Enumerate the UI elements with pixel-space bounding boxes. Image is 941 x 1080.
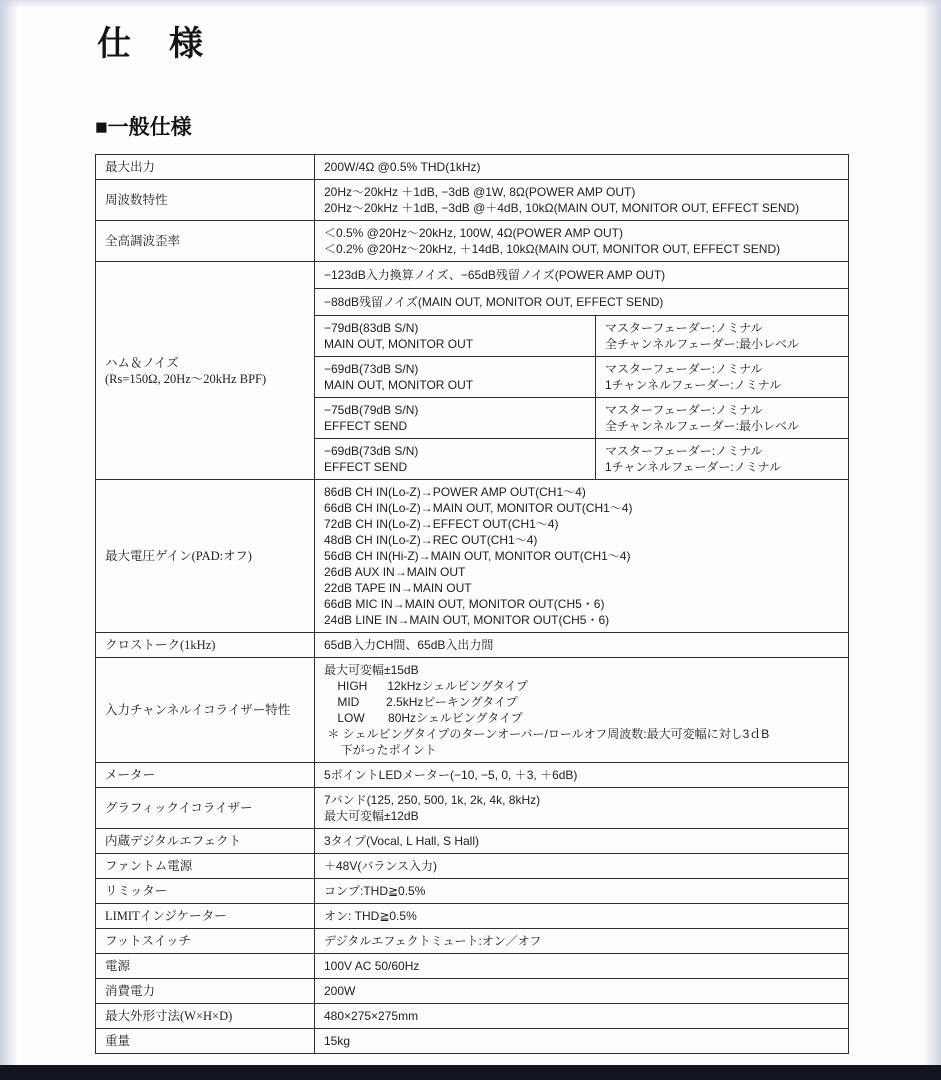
spec-row xyxy=(96,155,848,179)
spec-label-line: ファントム電源 xyxy=(105,859,193,873)
spec-label-cell xyxy=(96,658,315,762)
spec-row xyxy=(96,787,848,828)
spec-subrow xyxy=(315,356,848,397)
spec-value-line: 20Hz〜20kHz ＋1dB, −3dB @1W, 8Ω(POWER AMP OUT) xyxy=(324,185,636,199)
spec-value-cell xyxy=(315,155,848,179)
spec-label-cell xyxy=(96,633,315,657)
spec-row xyxy=(96,479,848,632)
spec-label-line: 電源 xyxy=(105,959,131,973)
spec-value-line: MAIN OUT, MONITOR OUT xyxy=(324,378,474,392)
spec-label-cell xyxy=(96,480,315,632)
spec-value-line: 48dB CH IN(Lo-Z)→REC OUT(CH1〜4) xyxy=(324,533,538,547)
spec-subrow-left xyxy=(315,357,596,397)
spec-value-line: −88dB残留ノイズ(MAIN OUT, MONITOR OUT, EFFECT SEND) xyxy=(324,295,664,309)
spec-subrow xyxy=(315,397,848,438)
spec-value-line: −69dB(73dB S/N) xyxy=(324,362,419,376)
spec-label-line: フットスイッチ xyxy=(105,934,192,948)
spec-row xyxy=(96,1003,848,1028)
spec-value-cell xyxy=(315,829,848,853)
spec-label-line: 最大出力 xyxy=(105,160,156,174)
spec-value-line: −69dB(73dB S/N) xyxy=(324,444,419,458)
spec-subrow-left xyxy=(315,398,596,438)
spec-label-cell xyxy=(96,1004,315,1028)
spec-label-cell xyxy=(96,221,315,261)
spec-row xyxy=(96,1028,848,1053)
spec-label-cell xyxy=(96,979,315,1003)
spec-value-cell xyxy=(315,658,848,762)
spec-value-line: LOW 80Hzシェルビングタイプ xyxy=(324,711,523,725)
spec-label-cell xyxy=(96,904,315,928)
spec-value-cell xyxy=(315,221,848,261)
spec-label-line: 入力チャンネルイコライザー特性 xyxy=(105,703,291,717)
spec-label-cell xyxy=(96,155,315,179)
spec-value-line: 5ポイントLEDメーター(−10, −5, 0, ＋3, ＋6dB) xyxy=(324,768,578,782)
spec-row xyxy=(96,928,848,953)
spec-value-line: デジタルエフェクトミュート:オン／オフ xyxy=(324,934,542,948)
spec-value-line: 22dB TAPE IN→MAIN OUT xyxy=(324,581,472,595)
spec-subrow xyxy=(315,315,848,356)
spec-subrow-right xyxy=(596,357,848,397)
spec-label-line: 内蔵デジタルエフェクト xyxy=(105,834,242,848)
spec-subrow-right xyxy=(596,439,848,479)
spec-value-cell xyxy=(315,904,848,928)
spec-value-line: マスターフェーダー:ノミナル xyxy=(605,321,763,335)
spec-row xyxy=(96,220,848,261)
spec-label-line: LIMITインジケーター xyxy=(105,909,227,923)
spec-label-line: リミッター xyxy=(105,884,168,898)
spec-value-line: MAIN OUT, MONITOR OUT xyxy=(324,337,474,351)
spec-value-line: −79dB(83dB S/N) xyxy=(324,321,419,335)
spec-label-cell xyxy=(96,763,315,787)
spec-row xyxy=(96,657,848,762)
spec-value-line: 200W/4Ω @0.5% THD(1kHz) xyxy=(324,160,481,174)
spec-row xyxy=(96,878,848,903)
spec-value-cell xyxy=(315,954,848,978)
spec-value-cell xyxy=(315,633,848,657)
spec-value-line: ＜0.5% @20Hz〜20kHz, 100W, 4Ω(POWER AMP OUT) xyxy=(324,226,624,240)
photo-edge-left xyxy=(0,0,18,1080)
spec-label-line: 周波数特性 xyxy=(105,193,168,207)
spec-value-cell xyxy=(315,788,848,828)
spec-label-cell xyxy=(96,854,315,878)
spec-label-line: 消費電力 xyxy=(105,984,156,998)
spec-row xyxy=(96,853,848,878)
spec-row xyxy=(96,953,848,978)
spec-value-cell xyxy=(315,879,848,903)
spec-value-line: 1チャンネルフェーダー:ノミナル xyxy=(605,378,782,392)
spec-value-line: 56dB CH IN(Hi-Z)→MAIN OUT, MONITOR OUT(CH1〜4) xyxy=(324,549,631,563)
spec-value-line: オン: THD≧0.5% xyxy=(324,909,417,923)
spec-value-line: 86dB CH IN(Lo-Z)→POWER AMP OUT(CH1〜4) xyxy=(324,485,586,499)
spec-value-line: EFFECT SEND xyxy=(324,419,408,433)
spec-value-line: ＜0.2% @20Hz〜20kHz, ＋14dB, 10kΩ(MAIN OUT, MONITOR OUT, EFFECT SEND) xyxy=(324,242,781,256)
photo-bottom-edge xyxy=(0,1065,941,1080)
spec-value-line: −123dB入力換算ノイズ、−65dB残留ノイズ(POWER AMP OUT) xyxy=(324,268,666,282)
spec-row xyxy=(96,828,848,853)
spec-value-line: マスターフェーダー:ノミナル xyxy=(605,444,763,458)
spec-subrows xyxy=(315,262,848,479)
spec-value-line: コンプ:THD≧0.5% xyxy=(324,884,426,898)
spec-value-cell xyxy=(315,480,848,632)
spec-value-line: 26dB AUX IN→MAIN OUT xyxy=(324,565,466,579)
spec-value-line: 最大可変幅±15dB xyxy=(324,663,419,677)
spec-row xyxy=(96,978,848,1003)
spec-value-line: 1チャンネルフェーダー:ノミナル xyxy=(605,460,782,474)
spec-table xyxy=(95,154,849,1054)
spec-label-cell xyxy=(96,262,315,479)
spec-value-line: 7バンド(125, 250, 500, 1k, 2k, 4k, 8kHz) xyxy=(324,793,541,807)
spec-value-cell xyxy=(315,979,848,1003)
spec-value-line: 100V AC 50/60Hz xyxy=(324,959,420,973)
spec-label-line: 重量 xyxy=(105,1034,131,1048)
spec-subrow-right xyxy=(596,398,848,438)
spec-label-line: (Rs=150Ω, 20Hz〜20kHz BPF) xyxy=(105,371,267,386)
photo-edge-right xyxy=(923,0,941,1080)
spec-subrow xyxy=(315,288,848,315)
spec-value-line: 480×275×275mm xyxy=(324,1009,419,1023)
spec-subrow-full xyxy=(315,262,671,288)
spec-page xyxy=(95,0,849,1054)
spec-subrow-full xyxy=(315,289,669,315)
spec-row xyxy=(96,179,848,220)
spec-subrow-right xyxy=(596,316,848,356)
spec-label-line: 最大電圧ゲイン(PAD:オフ) xyxy=(105,549,252,563)
spec-value-line: 66dB MIC IN→MAIN OUT, MONITOR OUT(CH5・6) xyxy=(324,597,605,611)
spec-value-cell xyxy=(315,929,848,953)
spec-row xyxy=(96,762,848,787)
spec-label-line: メーター xyxy=(105,768,156,782)
spec-value-line: 24dB LINE IN→MAIN OUT, MONITOR OUT(CH5・6) xyxy=(324,613,610,627)
spec-value-line: HIGH 12kHzシェルビングタイプ xyxy=(324,679,529,693)
spec-value-line: 65dB入力CH間、65dB入出力間 xyxy=(324,638,494,652)
spec-value-line: 下がったポイント xyxy=(324,743,437,757)
spec-label-line: 最大外形寸法(W×H×D) xyxy=(105,1009,233,1023)
page-title: 仕 様 xyxy=(97,26,205,63)
spec-label-line: ハム＆ノイズ xyxy=(105,355,179,370)
spec-value-line: 全チャンネルフェーダー:最小レベル xyxy=(605,419,800,433)
spec-value-line: マスターフェーダー:ノミナル xyxy=(605,403,763,417)
spec-value-line: MID 2.5kHzピーキングタイプ xyxy=(324,695,518,709)
spec-subrow-left xyxy=(315,316,596,356)
spec-subrow xyxy=(315,438,848,479)
spec-value-cell xyxy=(315,854,848,878)
spec-row xyxy=(96,903,848,928)
spec-value-line: マスターフェーダー:ノミナル xyxy=(605,362,763,376)
spec-value-line: 200W xyxy=(324,984,356,998)
spec-value-line: EFFECT SEND xyxy=(324,460,408,474)
spec-row xyxy=(96,632,848,657)
spec-label-line: グラフィックイコライザー xyxy=(105,801,253,815)
spec-subrow xyxy=(315,262,848,288)
spec-value-cell xyxy=(315,763,848,787)
spec-label-line: クロストーク(1kHz) xyxy=(105,638,216,652)
section-title: ■一般仕様 xyxy=(95,116,192,139)
spec-value-cell xyxy=(315,1004,848,1028)
spec-value-line: ＋48V(バランス入力) xyxy=(324,859,437,873)
spec-value-line: 最大可変幅±12dB xyxy=(324,809,419,823)
spec-label-cell xyxy=(96,954,315,978)
spec-value-cell xyxy=(315,1029,848,1053)
spec-value-line: 72dB CH IN(Lo-Z)→EFFECT OUT(CH1〜4) xyxy=(324,517,559,531)
spec-label-line: 全高調波歪率 xyxy=(105,234,181,248)
spec-label-cell xyxy=(96,829,315,853)
spec-subrow-left xyxy=(315,439,596,479)
spec-label-cell xyxy=(96,1029,315,1053)
spec-label-cell xyxy=(96,180,315,220)
spec-value-line: 66dB CH IN(Lo-Z)→MAIN OUT, MONITOR OUT(CH1〜4) xyxy=(324,501,633,515)
spec-row xyxy=(96,261,848,479)
spec-label-cell xyxy=(96,879,315,903)
spec-value-line: 3タイプ(Vocal, L Hall, S Hall) xyxy=(324,834,480,848)
spec-value-cell xyxy=(315,180,848,220)
spec-label-cell xyxy=(96,929,315,953)
spec-value-line: −75dB(79dB S/N) xyxy=(324,403,419,417)
spec-value-line: 全チャンネルフェーダー:最小レベル xyxy=(605,337,800,351)
spec-value-line: ＊ シェルビングタイプのターンオーバー/ロールオフ周波数:最大可変幅に対し3ｄB xyxy=(324,727,770,741)
spec-value-line: 20Hz〜20kHz ＋1dB, −3dB @＋4dB, 10kΩ(MAIN OUT, MONITOR OUT, EFFECT SEND) xyxy=(324,201,800,215)
spec-value-line: 15kg xyxy=(324,1034,351,1048)
spec-label-cell xyxy=(96,788,315,828)
